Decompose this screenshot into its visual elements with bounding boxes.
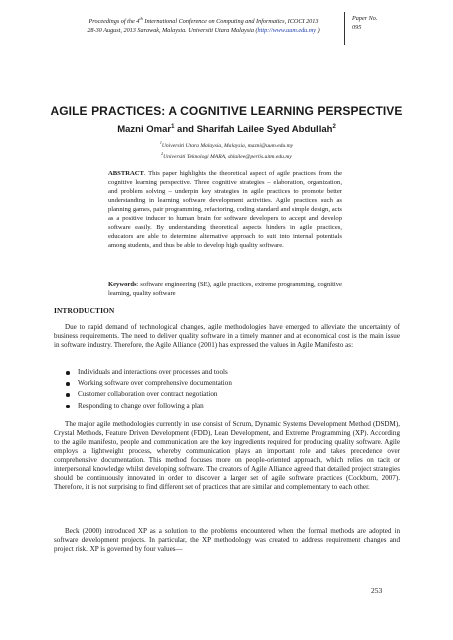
list-item: Customer collaboration over contract negotiation <box>64 389 364 400</box>
paper-number-block <box>352 15 412 32</box>
header-line-2 <box>62 27 345 36</box>
author-1-name: Mazni Omar <box>117 124 172 136</box>
intro-paragraph-2-text: The major agile methodologies currently in use consist of Scrum, Dynamic Systems Development Method (DSDM), Crystal Methods, Feature Driven Development (FDD), Lean Development, and Extreme Programming (XP). According to the agile manifesto, people and communication are the key ingredients required for producing quality software. Agile employs a lightweight process, whereby communication plays an important role and takes precedence over comprehensive documentation. This method focuses more on people-oriented approach, which relies on tacit or interpersonal knowledge whilst developing software. The creators of Agile Alliance agreed that detailed project strategies should be continuously innovated in order to discover a larger set of agile software practices (Cockburn, 2007). Therefore, it is not surprising to find different set of practices that are similar and complementary to each other. <box>54 420 400 492</box>
header-ordinal: th <box>139 16 143 21</box>
paper-number-label: Paper No. <box>352 15 378 22</box>
intro-paragraph-3 <box>54 527 400 554</box>
section-heading-introduction: INTRODUCTION <box>54 306 115 315</box>
header-line-2-text: 28-30 August, 2013 Sarawak, Malaysia. Universiti Utara Malaysia ( <box>87 26 258 34</box>
affiliations <box>0 139 453 162</box>
author-line <box>0 124 453 135</box>
affiliation-2-mark: 2 <box>161 151 164 157</box>
header-line-1-text: Proceedings of the 4 <box>88 18 140 26</box>
header-url-link[interactable]: http://www.uum.edu.my <box>257 26 317 34</box>
keywords-text: : software engineering (SE), agile practices, extreme programming, cognitive learning, quality software <box>108 281 342 297</box>
affiliation-1 <box>0 139 453 150</box>
intro-paragraph-3-text: Beck (2000) introduced XP as a solution to the problems encountered when the formal methods are adopted in software development projects. In particular, the XP methodology was created to address requirement changes and project risk. XP is governed by four values— <box>54 527 400 554</box>
intro-paragraph-1 <box>54 323 400 350</box>
page-number: 253 <box>371 586 383 595</box>
paper-title: AGILE PRACTICES: A COGNITIVE LEARNING PERSPECTIVE <box>50 104 403 118</box>
agile-manifesto-list <box>64 367 364 412</box>
author-conjunction: and <box>174 124 197 136</box>
affiliation-2-text: Universiti Teknologi MARA, shlailee@perlis.uitm.edu.my <box>163 154 292 161</box>
intro-paragraph-1-text: Due to rapid demand of technological changes, agile methodologies have emerged to alleviate the uncertainty of business requirements. The need to deliver quality software in a timely manner and at economical cost is the main issue in software industry. Therefore, the Agile Alliance (2001) has expressed the values in Agile Manifesto as: <box>54 323 400 350</box>
abstract <box>108 170 342 251</box>
header-divider <box>344 12 345 45</box>
author-2-affil-mark: 2 <box>332 124 336 130</box>
list-item: Responding to change over following a plan <box>64 401 364 412</box>
author-1-affil-mark: 1 <box>171 124 175 130</box>
affiliation-2 <box>0 150 453 161</box>
abstract-label: ABSTRACT <box>108 170 144 177</box>
header-line-2-close: ) <box>316 26 320 34</box>
header-line-1 <box>62 15 345 27</box>
affiliation-1-text: Universiti Utara Malaysia, Malaysia, mazni@uum.edu.my <box>161 142 294 149</box>
abstract-text: . This paper highlights the theoretical aspect of agile practices from the cognitive learning perspective. Three cognitive strategies – elaboration, organization, and problem solving – underpin key strategies in agile practices to promote better understanding in learning software development activities. Agile practices such as planning games, pair programming, refactoring, coding standard and simple design, acts as a positive inducer to human brain for software developers to accept and develop software easily. By understanding theoretical aspects hinders in agile practices, educators are able to determine alternative approach to suit into internal potentials among students, and thus be able to develop high quality software. <box>108 170 342 249</box>
paper-number-value: 095 <box>352 23 362 31</box>
list-item: Working software over comprehensive documentation <box>64 378 364 389</box>
proceedings-header <box>62 15 345 35</box>
keywords-label: Keywords <box>108 281 137 288</box>
intro-paragraph-2 <box>54 420 400 492</box>
header-line-1-rest: International Conference on Computing and Informatics, ICOCI 2013 <box>142 18 319 26</box>
affiliation-1-mark: 1 <box>159 140 162 145</box>
author-2-name: Sharifah Lailee Syed Abdullah <box>196 124 333 136</box>
keywords <box>108 281 342 299</box>
list-item: Individuals and interactions over processes and tools <box>64 367 364 378</box>
